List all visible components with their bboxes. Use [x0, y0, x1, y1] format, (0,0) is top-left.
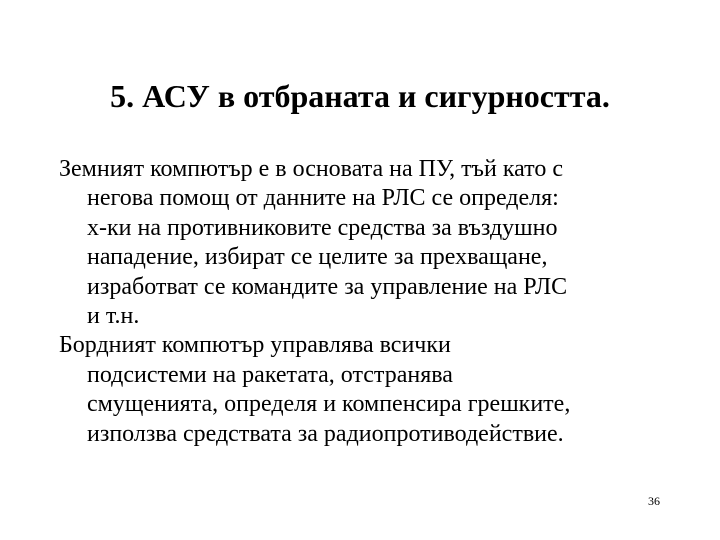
- text-line: използва средствата за радиопротиводействие.: [87, 420, 564, 447]
- text-line: Земният компютър е в основата на ПУ, тъй като с: [59, 156, 563, 182]
- text-line: нападение, избират се целите за прехващане,: [87, 244, 548, 271]
- text-line: подсистеми на ракетата, отстранява: [87, 361, 453, 388]
- slide-body: [59, 155, 699, 449]
- paragraph-onboard-computer: [59, 331, 699, 449]
- slide-title: 5. АСУ в отбраната и сигурността.: [110, 78, 610, 114]
- text-line: изработват се командите за управление на РЛС: [87, 273, 568, 300]
- paragraph-ground-computer: [59, 155, 699, 331]
- text-line: смущенията, определя и компенсира грешките,: [87, 391, 571, 418]
- text-line: х-ки на противниковите средства за въздушно: [87, 214, 558, 241]
- text-line: и т.н.: [87, 303, 140, 330]
- text-line: негова помощ от данните на РЛС се определя:: [87, 185, 559, 212]
- text-line: Бордният компютър управлява всички: [59, 332, 451, 359]
- page-number: 36: [648, 494, 660, 508]
